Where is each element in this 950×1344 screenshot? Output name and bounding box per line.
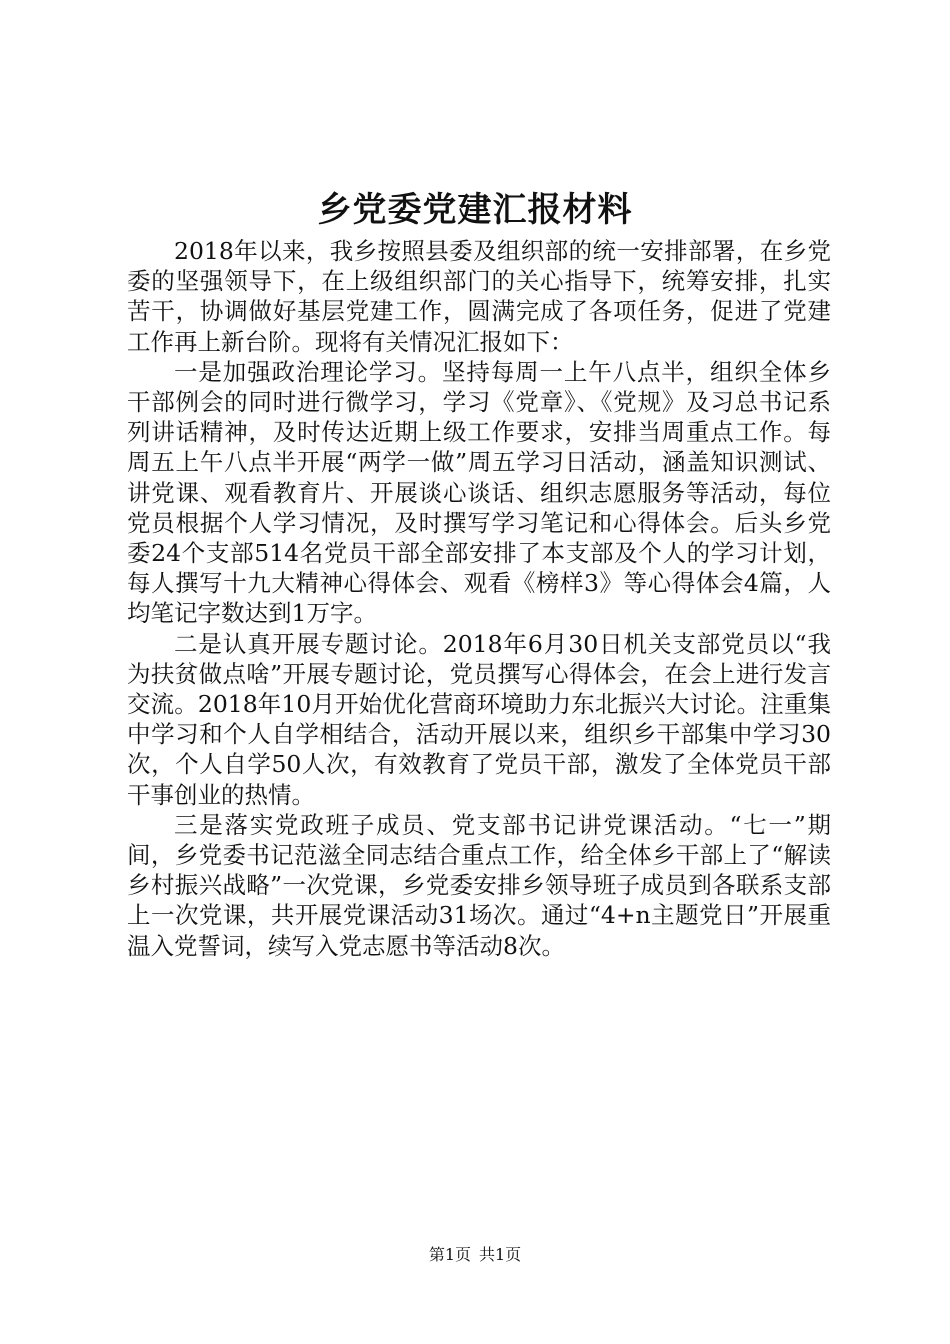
page-footer <box>0 1243 950 1267</box>
document-title: 乡党委党建汇报材料 <box>317 190 633 230</box>
paragraph-intro: 2018年以来，我乡按照县委及组织部的统一安排部署，在乡党委的坚强领导下，在上级组织部门的关心指导下，统筹安排，扎实苦干，协调做好基层党建工作，圆满完成了各项任务，促进了党建工作再上新台阶。现将有关情况汇报如下： <box>127 237 831 356</box>
page-number: 第1页 <box>428 1245 471 1264</box>
page-total: 共1页 <box>479 1245 522 1264</box>
paragraph-topic-discussion: 二是认真开展专题讨论。2018年6月30日机关支部党员以“我为扶贫做点啥”开展专题讨论，党员撰写心得体会，在会上进行发言交流。2018年10月开始优化营商环境助力东北振兴大讨论。注重集中学习和个人自学相结合，活动开展以来，组织乡干部集中学习30次，个人自学50人次，有效教育了党员干部，激发了全体党员干部干事创业的热情。 <box>127 629 831 809</box>
paragraph-political-study: 一是加强政治理论学习。坚持每周一上午八点半，组织全体乡干部例会的同时进行微学习，学习《党章》、《党规》及习总书记系列讲话精神，及时传达近期上级工作要求，安排当周重点工作。每周五上午八点半开展“两学一做”周五学习日活动，涵盖知识测试、讲党课、观看教育片、开展谈心谈话、组织志愿服务等活动，每位党员根据个人学习情况，及时撰写学习笔记和心得体会。后头乡党委24个支部514名党员干部全部安排了本支部及个人的学习计划，每人撰写十九大精神心得体会、观看《榜样3》等心得体会4篇，人均笔记字数达到1万字。 <box>127 357 831 628</box>
document-body <box>127 236 831 961</box>
paragraph-party-lecture: 三是落实党政班子成员、党支部书记讲党课活动。“七一”期间，乡党委书记范滋全同志结合重点工作，给全体乡干部上了“解读乡村振兴战略”一次党课，乡党委安排乡领导班子成员到各联系支部上一次党课，共开展党课活动31场次。通过“4+n主题党日”开展重温入党誓词，续写入党志愿书等活动8次。 <box>127 810 831 960</box>
